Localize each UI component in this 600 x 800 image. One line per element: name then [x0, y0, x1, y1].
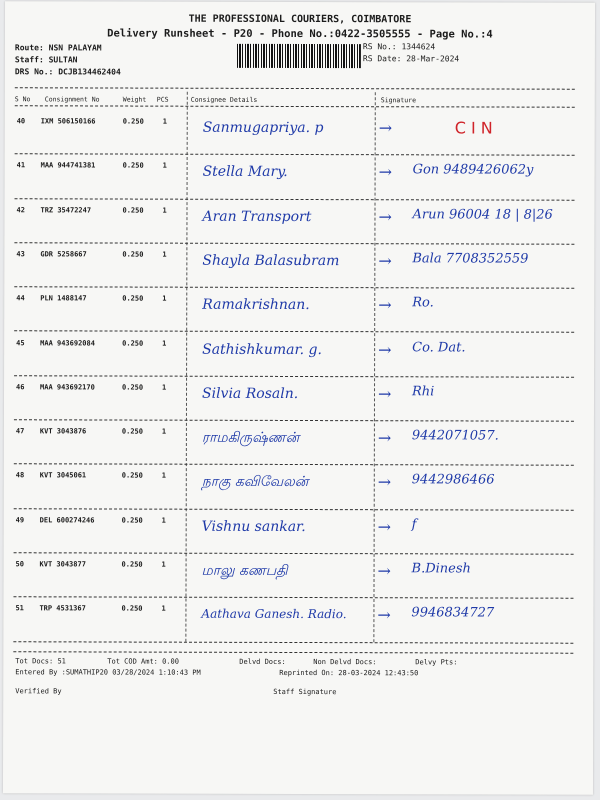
- row-consignee-handwritten: ராமகிருஷ்ணன்: [201, 429, 300, 447]
- row-consignment-no: KVT 3043877: [39, 560, 86, 569]
- row-pcs: 1: [162, 250, 167, 259]
- drs-number: DRS No.: DCJB134462404: [14, 67, 121, 77]
- row-signature-handwritten: 9442986466: [411, 472, 495, 488]
- row-weight: 0.250: [122, 339, 144, 348]
- row-consignee-handwritten: Sathishkumar. g.: [202, 341, 323, 358]
- col-signature: Signature: [380, 96, 417, 105]
- row-pcs: 1: [161, 472, 167, 481]
- row-consignment-no: MAA 943692084: [40, 338, 95, 347]
- col-sno: S No: [14, 95, 31, 104]
- row-pcs: 1: [162, 294, 167, 303]
- row-consignee-handwritten: Vishnu sankar.: [201, 518, 306, 535]
- header-divider-top: [15, 87, 575, 89]
- signature-arrow-mark: →: [377, 472, 392, 492]
- row-pcs: 1: [161, 427, 167, 436]
- footer-divider: [13, 651, 573, 653]
- row-weight: 0.250: [121, 560, 143, 569]
- non-delivered-docs: Non Delvd Docs:: [313, 658, 377, 667]
- signature-arrow-mark: →: [377, 605, 391, 625]
- row-consignee-handwritten: மாலு கணபதி: [201, 562, 288, 579]
- row-consignment-no: IXM 506150166: [40, 117, 96, 126]
- route-label: Route: NSN PALAYAM: [14, 43, 102, 53]
- signature-arrow-mark: →: [378, 162, 393, 182]
- table-row: [4, 466, 594, 511]
- verified-by-label: Verified By: [15, 687, 62, 696]
- reprinted-on: Reprinted On: 28-03-2024 12:43:50: [279, 668, 419, 678]
- signature-arrow-mark: →: [378, 295, 392, 315]
- row-consignment-no: GDR 5258667: [40, 250, 87, 259]
- row-consignment-no: TRP 4531367: [39, 604, 86, 613]
- delivered-docs: Delvd Docs:: [239, 657, 286, 666]
- table-row: [5, 111, 595, 156]
- table-row: [4, 200, 594, 245]
- row-weight: 0.250: [121, 471, 143, 480]
- col-consignment: Consignment No: [44, 95, 100, 104]
- row-weight: 0.250: [122, 117, 144, 126]
- row-weight: 0.250: [122, 206, 144, 215]
- row-signature-handwritten: Co. Dat.: [412, 339, 466, 355]
- table-row: [3, 599, 593, 644]
- row-signature-handwritten: Gon 9489426062y: [412, 162, 534, 178]
- row-pcs: 1: [161, 560, 166, 569]
- row-consignment-no: TRZ 35472247: [40, 205, 92, 215]
- row-pcs: 1: [161, 516, 166, 525]
- row-sno: 51: [15, 604, 24, 613]
- row-sno: 45: [16, 338, 25, 347]
- total-cod: Tot COD Amt: 0.00: [107, 657, 179, 666]
- row-weight: 0.250: [122, 161, 144, 170]
- row-weight: 0.250: [122, 294, 144, 303]
- row-pcs: 1: [162, 339, 167, 348]
- table-row: [4, 377, 594, 422]
- runsheet-page: [3, 1, 595, 795]
- row-weight: 0.250: [122, 250, 144, 259]
- row-sno: 47: [15, 427, 25, 436]
- row-pcs: 1: [162, 117, 167, 126]
- rs-number: RS No.: 1344624: [362, 42, 436, 52]
- runsheet-subtitle: Delivery Runsheet - P20 - Phone No.:0422-3505555 - Page No.:4: [107, 27, 493, 41]
- row-weight: 0.250: [122, 383, 144, 392]
- row-divider: [13, 641, 573, 643]
- col-weight: Weight: [122, 95, 147, 104]
- row-signature-handwritten: f: [411, 516, 417, 532]
- delivery-points: Delvy Pts:: [415, 658, 458, 667]
- row-sno: 42: [16, 205, 25, 214]
- table-row: [3, 554, 593, 599]
- table-row: [4, 244, 594, 289]
- row-pcs: 1: [162, 383, 167, 392]
- row-signature-handwritten: Bala 7708352559: [412, 251, 529, 267]
- staff-label: Staff: SULTAN: [14, 55, 78, 65]
- row-consignee-handwritten: நாகு கவிவேலன்: [201, 474, 309, 491]
- row-weight: 0.250: [121, 604, 143, 613]
- row-consignment-no: MAA 943692170: [40, 383, 95, 392]
- signature-arrow-mark: →: [378, 339, 392, 359]
- company-title: THE PROFESSIONAL COURIERS, COIMBATORE: [188, 13, 412, 26]
- signature-arrow-mark: →: [377, 384, 392, 404]
- total-docs: Tot Docs: 51: [15, 657, 66, 666]
- signature-arrow-mark: →: [377, 516, 392, 536]
- row-consignment-no: MAA 944741381: [40, 161, 96, 170]
- row-signature-handwritten: Arun 96004 18 | 8|26: [412, 206, 553, 223]
- row-signature-handwritten: 9946834727: [411, 605, 495, 621]
- signature-arrow-mark: →: [378, 118, 393, 138]
- row-consignee-handwritten: Aathava Ganesh. Radio.: [201, 607, 347, 622]
- row-pcs: 1: [161, 604, 166, 613]
- row-sno: 49: [15, 515, 25, 524]
- row-signature-handwritten: Ro.: [412, 295, 434, 311]
- row-weight: 0.250: [121, 427, 143, 436]
- row-sno: 46: [16, 383, 25, 392]
- row-consignee-handwritten: Silvia Rosaln.: [201, 385, 299, 402]
- row-pcs: 1: [162, 161, 167, 170]
- table-row: [4, 333, 594, 378]
- row-consignee-handwritten: Stella Mary.: [202, 164, 288, 181]
- staff-signature-label: Staff Signature: [273, 687, 337, 697]
- signature-arrow-mark: →: [377, 561, 391, 581]
- row-consignee-handwritten: Sanmugapriya. p: [202, 119, 324, 137]
- table-row: [4, 421, 594, 466]
- signature-arrow-mark: →: [377, 428, 392, 448]
- row-consignment-no: PLN 1488147: [40, 294, 87, 303]
- signature-arrow-mark: →: [378, 251, 392, 271]
- row-consignee-handwritten: Shayla Balasubram: [202, 252, 340, 269]
- entered-by: Entered By :SUMATHIP20 03/28/2024 1:10:43 PM: [15, 668, 201, 677]
- row-sno: 43: [16, 250, 25, 259]
- row-signature-handwritten: B.Dinesh: [411, 561, 471, 577]
- row-pcs: 1: [162, 206, 167, 215]
- header-divider-bottom: [15, 105, 575, 107]
- rs-date: RS Date: 28-Mar-2024: [362, 54, 460, 64]
- row-signature-handwritten: Rhi: [411, 384, 435, 400]
- table-row: [5, 156, 595, 201]
- row-signature-handwritten: C I N: [454, 118, 493, 138]
- row-sno: 50: [15, 560, 25, 569]
- table-row: [4, 510, 594, 555]
- row-signature-handwritten: 9442071057.: [411, 428, 499, 444]
- row-sno: 40: [16, 117, 26, 126]
- table-row: [4, 288, 594, 333]
- col-pcs: PCS: [156, 95, 169, 104]
- col-consignee: Consignee Details: [190, 95, 258, 104]
- row-consignment-no: KVT 3045061: [39, 471, 87, 480]
- row-consignment-no: KVT 3043876: [39, 427, 87, 436]
- row-sno: 48: [15, 471, 25, 480]
- signature-arrow-mark: →: [378, 206, 392, 226]
- row-consignment-no: DEL 600274246: [39, 516, 95, 525]
- row-sno: 41: [16, 161, 26, 170]
- row-consignee-handwritten: Ramakrishnan.: [202, 296, 310, 314]
- row-sno: 44: [16, 294, 25, 303]
- barcode-image: [237, 44, 361, 68]
- row-consignee-handwritten: Aran Transport: [202, 208, 312, 225]
- row-weight: 0.250: [121, 516, 143, 525]
